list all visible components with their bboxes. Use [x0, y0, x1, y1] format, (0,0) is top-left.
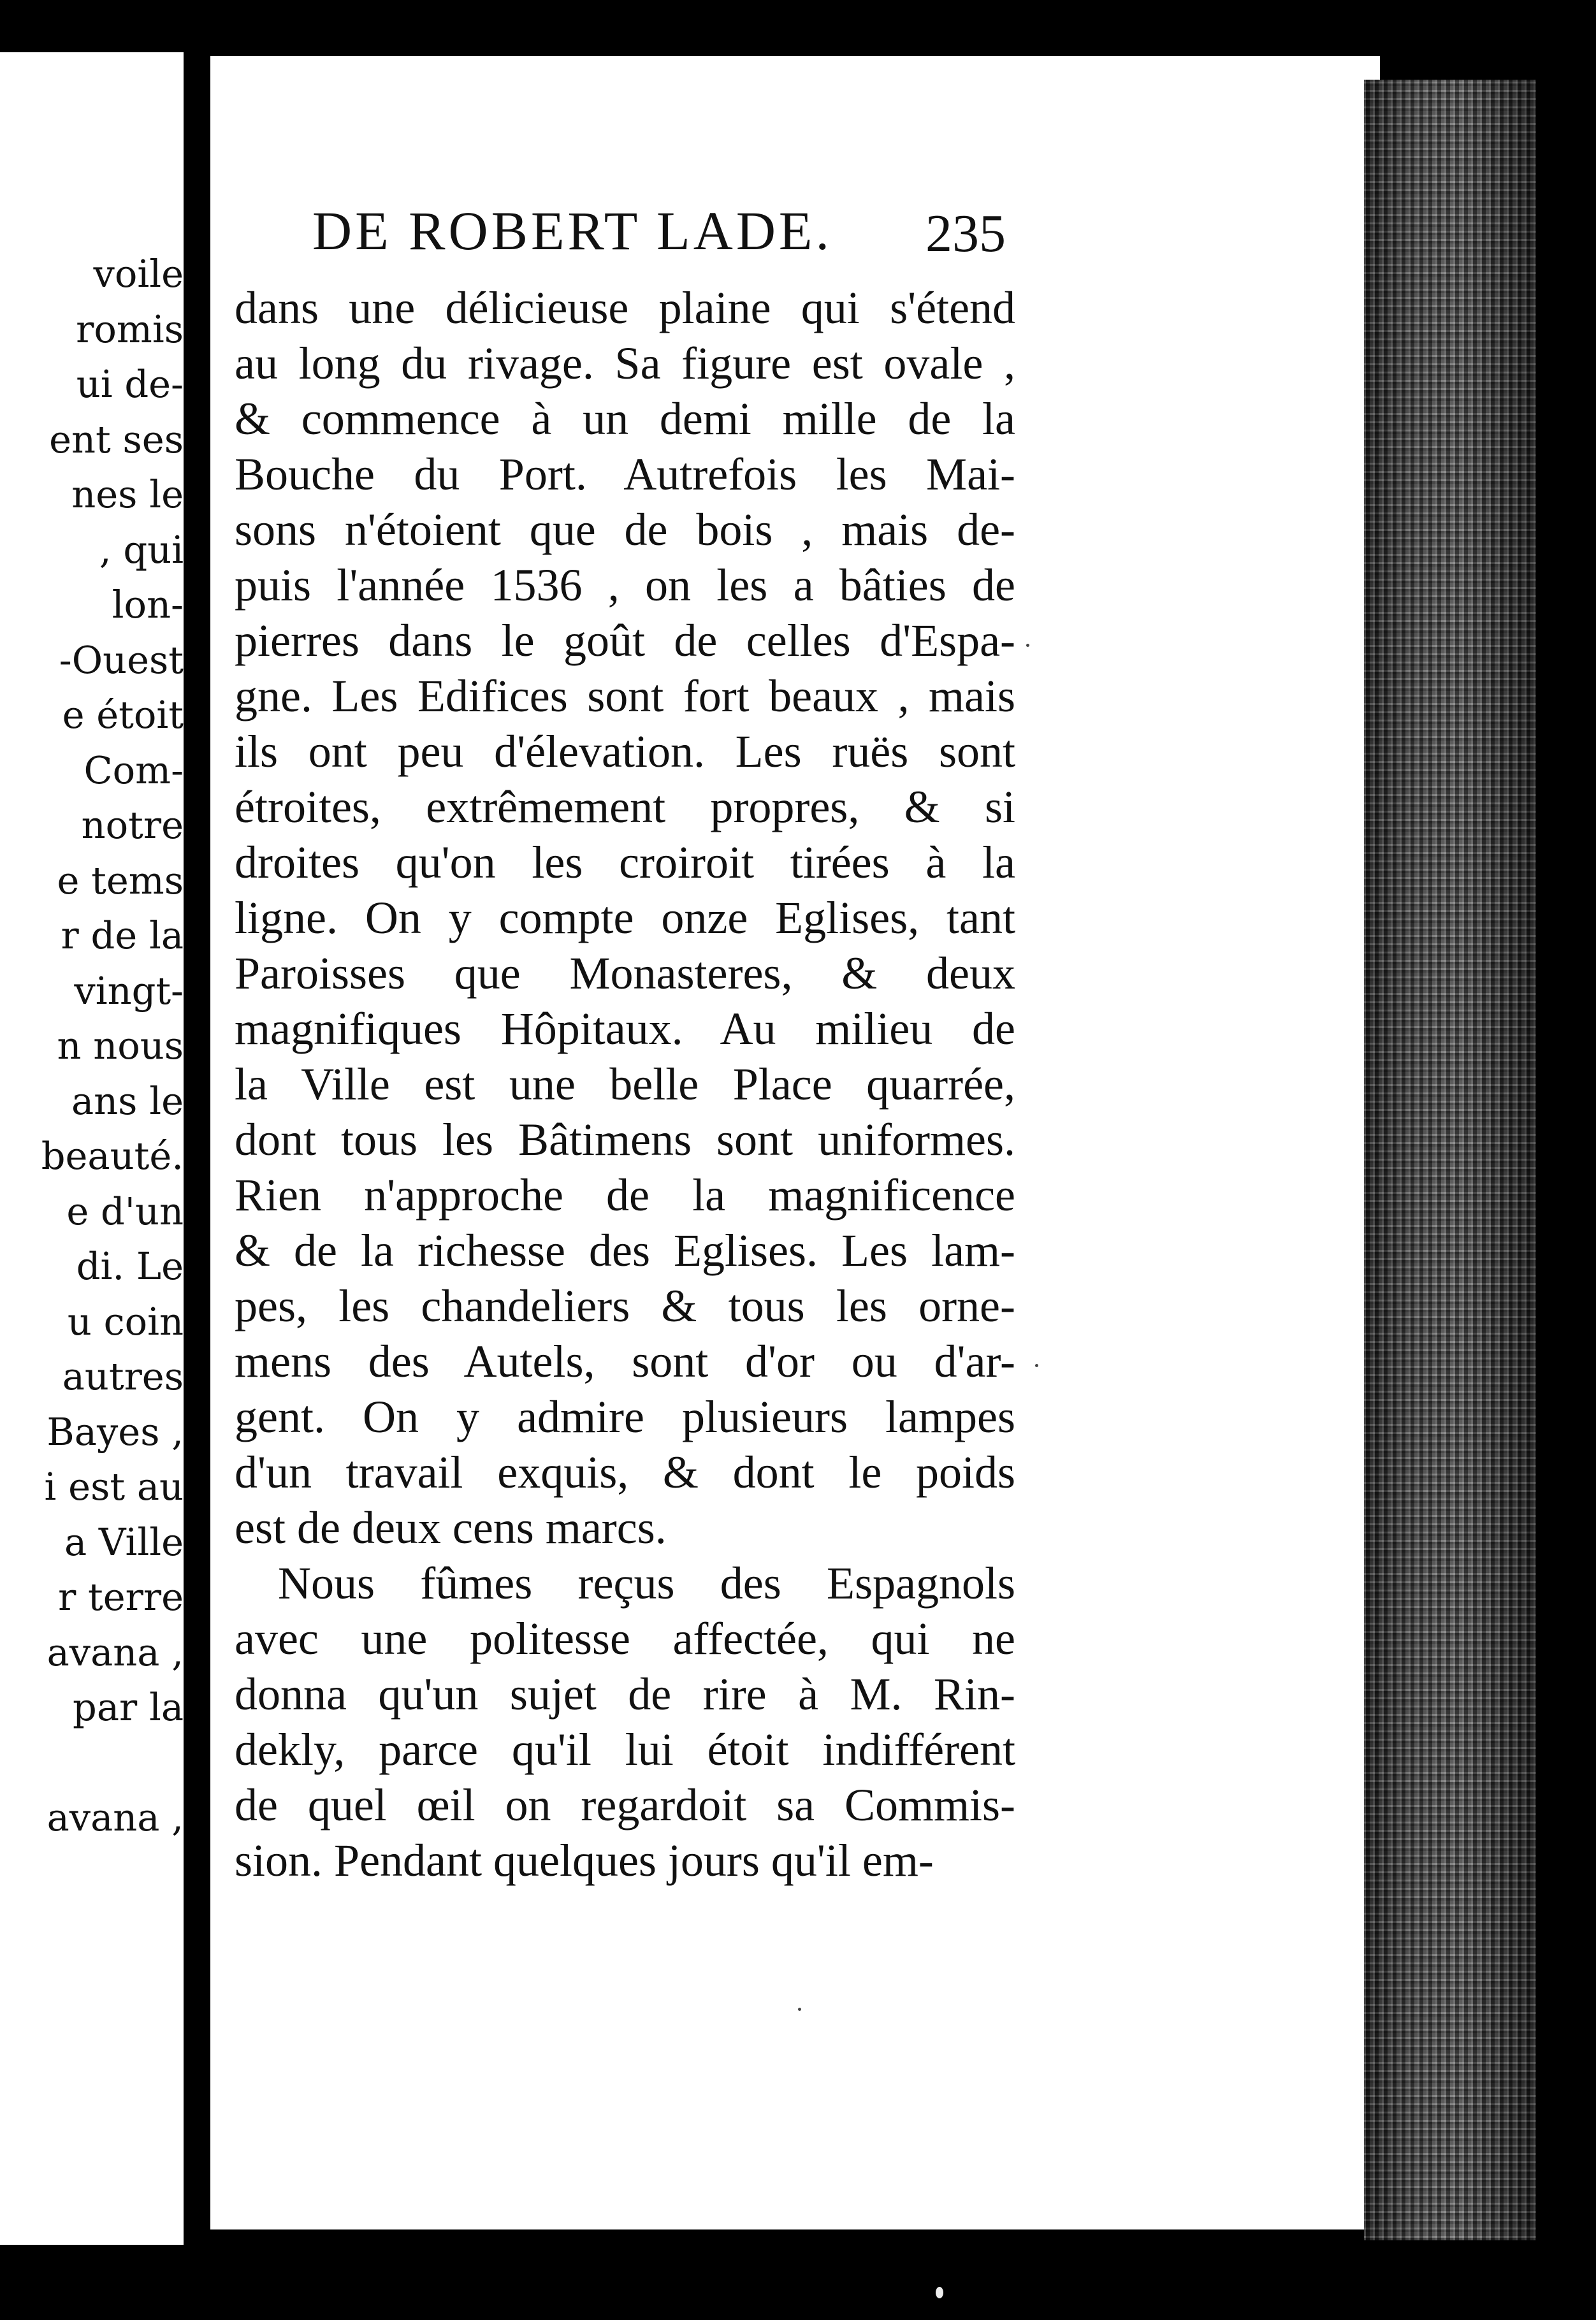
text-line: dont tous les Bâtimens sont uniformes. — [235, 1114, 1015, 1165]
left-text-line: avana , — [47, 1795, 184, 1839]
left-text-line: r de la — [61, 913, 184, 957]
left-text-line: lon- — [112, 583, 184, 627]
running-header: DE ROBERT LADE. — [312, 200, 832, 261]
text-line: Paroisses que Monasteres, & deux — [235, 948, 1015, 999]
text-line: dans une délicieuse plaine qui s'étend — [235, 282, 1015, 333]
text-line: ligne. On y compte onze Eglises, tant — [235, 892, 1015, 943]
left-text-line: r terre — [58, 1575, 184, 1619]
text-line: donna qu'un sujet de rire à M. Rin- — [235, 1669, 1015, 1720]
left-text-line: avana , — [47, 1630, 184, 1674]
page-number: 235 — [925, 204, 1006, 263]
text-line: magnifiques Hôpitaux. Au milieu de — [235, 1003, 1015, 1054]
left-text-line: -Ouest — [59, 637, 184, 682]
text-line: la Ville est une belle Place quarrée, — [235, 1059, 1015, 1110]
ink-speck — [1026, 644, 1029, 647]
text-line: & de la richesse des Eglises. Les lam- — [235, 1225, 1015, 1276]
text-line: Rien n'approche de la magnificence — [235, 1170, 1015, 1221]
text-line: d'un travail exquis, & dont le poids — [235, 1447, 1015, 1498]
left-text-line: di. Le — [76, 1244, 184, 1288]
left-text-line: autres — [62, 1354, 184, 1398]
left-page — [0, 52, 184, 2245]
left-text-line: par la — [73, 1685, 184, 1729]
text-line: pes, les chandeliers & tous les orne- — [235, 1280, 1015, 1331]
text-line: au long du rivage. Sa figure est ovale , — [235, 338, 1015, 389]
text-line: est de deux cens marcs. — [235, 1502, 667, 1553]
left-text-line: , qui — [99, 527, 184, 572]
bottom-mark — [936, 2287, 943, 2298]
left-text-line: n nous — [57, 1024, 184, 1068]
text-line: Nous fûmes reçus des Espagnols — [278, 1558, 1015, 1609]
left-text-line: voile — [93, 252, 184, 296]
left-text-line: ans le — [71, 1078, 184, 1123]
left-text-line: i est au — [44, 1465, 184, 1509]
text-line: puis l'année 1536 , on les a bâties de — [235, 560, 1015, 611]
text-line: ils ont peu d'élevation. Les ruës sont — [235, 726, 1015, 777]
left-text-line: a Ville — [64, 1519, 184, 1564]
left-text-line: Com- — [83, 748, 184, 792]
body-text — [235, 280, 1015, 1889]
left-text-line: ent ses — [49, 417, 184, 461]
left-text-line: notre — [81, 803, 184, 847]
text-line: pierres dans le goût de celles d'Espa- — [235, 615, 1015, 666]
text-line: sion. Pendant quelques jours qu'il em- — [235, 1835, 934, 1886]
left-text-line: u coin — [67, 1299, 184, 1344]
text-line: gent. On y admire plusieurs lampes — [235, 1391, 1015, 1442]
left-text-line: e étoit — [62, 693, 184, 737]
left-text-line: ui de- — [76, 362, 184, 406]
left-text-line: beauté. — [41, 1134, 184, 1178]
page-edge-strip — [1364, 80, 1536, 2240]
left-text-line: romis — [76, 307, 184, 351]
text-line: gne. Les Edifices sont fort beaux , mais — [235, 671, 1015, 721]
ink-speck — [798, 2008, 801, 2011]
left-text-line: e tems — [57, 858, 184, 903]
text-line: droites qu'on les croiroit tirées à la — [235, 837, 1015, 888]
ink-speck — [1035, 1364, 1038, 1367]
text-line: sons n'étoient que de bois , mais de- — [235, 504, 1015, 555]
text-line: avec une politesse affectée, qui ne — [235, 1613, 1015, 1664]
text-line: dekly, parce qu'il lui étoit indifférent — [235, 1724, 1015, 1775]
left-text-line: nes le — [71, 472, 184, 516]
left-text-line: Bayes , — [47, 1409, 184, 1454]
text-line: de quel œil on regardoit sa Commis- — [235, 1780, 1015, 1831]
text-line: étroites, extrêmement propres, & si — [235, 781, 1015, 832]
left-text-line: vingt- — [74, 968, 184, 1013]
text-line: Bouche du Port. Autrefois les Mai- — [235, 449, 1015, 500]
text-line: mens des Autels, sont d'or ou d'ar- — [235, 1336, 1015, 1387]
text-line: & commence à un demi mille de la — [235, 393, 1015, 444]
left-text-line: e d'un — [66, 1189, 184, 1233]
